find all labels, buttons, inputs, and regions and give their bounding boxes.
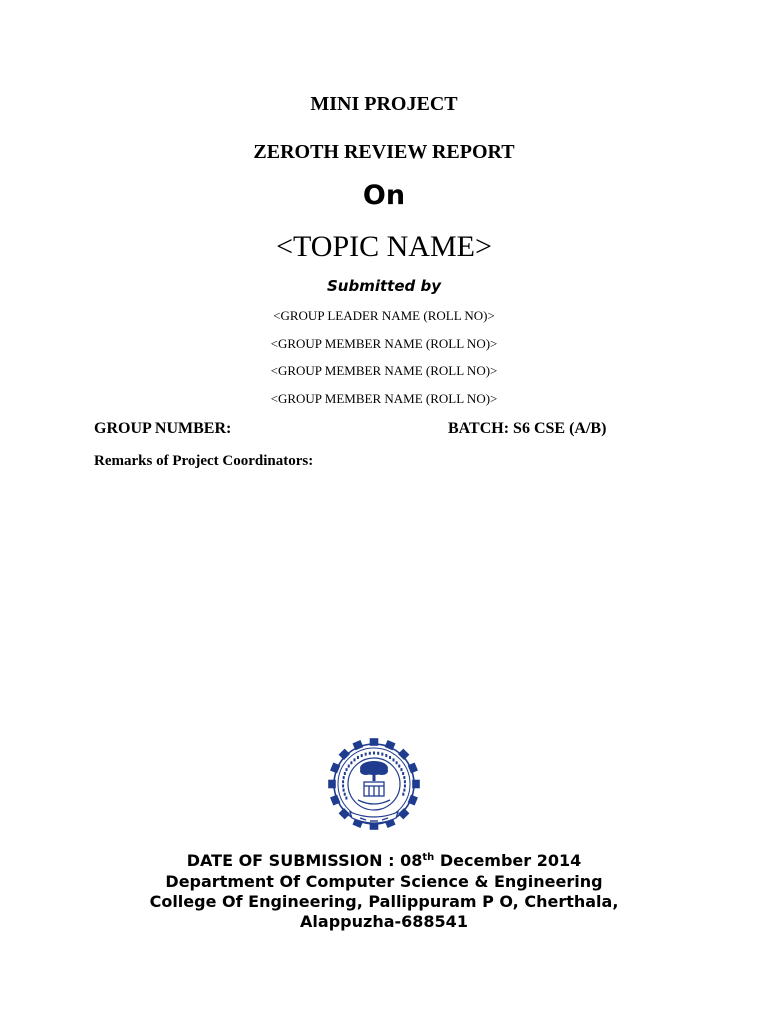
seal-ring-letter [343,776,345,779]
seal-ring-letter [369,752,371,755]
date-superscript: th [422,852,435,863]
group-member-line: <GROUP MEMBER NAME (ROLL NO)> [270,391,498,406]
seal-ring-letter [403,776,405,779]
group-member-line: <GROUP MEMBER NAME (ROLL NO)> [270,336,498,351]
report-title-mini-project: MINI PROJECT [310,93,458,115]
seal-ring-letter [343,789,345,792]
group-leader-line: <GROUP LEADER NAME (ROLL NO)> [273,308,495,323]
seal-ring-letter [393,758,395,761]
batch-label: BATCH: S6 CSE (A/B) [448,420,607,437]
seal-ring-letter [357,756,359,759]
college-name: College Of Engineering, Pallippuram P O, Cherthala, [149,892,619,911]
seal-ring-letter [396,761,398,764]
date-suffix: December 2014 [434,851,582,870]
seal-ring-letter [344,772,346,775]
report-title-zeroth-review: ZEROTH REVIEW REPORT [253,141,515,163]
department-name: Department Of Computer Science & Engineering [165,872,603,891]
seal-ring-letter [398,765,400,768]
seal-ring-letter [346,768,348,771]
college-address: Alappuzha-688541 [300,912,468,931]
seal-ring-letter [402,793,404,796]
seal-ring-letter [377,752,379,755]
seal-ring-letter [344,793,346,796]
group-number-label: GROUP NUMBER: [94,420,232,437]
seal-ring-letter [342,780,344,783]
seal-ring-letter [404,784,406,787]
seal-ring-letter [361,754,363,757]
seal-ring-letter [403,789,405,792]
seal-ring-letter [350,761,352,764]
seal-ring-letter [404,780,406,783]
date-of-submission [0,851,768,871]
on-heading: On [362,180,406,211]
topic-name-placeholder: <TOPIC NAME> [276,230,492,263]
seal-ring-letter [400,768,402,771]
seal-ring-letter [345,797,347,800]
seal-ring-letter [402,772,404,775]
date-prefix: DATE OF SUBMISSION : 08 [186,851,423,870]
seal-ring-letter [365,753,367,756]
seal-ring-letter [353,758,355,761]
submitted-by-label: Submitted by [327,277,441,295]
remarks-label: Remarks of Project Coordinators: [94,453,314,469]
seal-ring-letter [342,784,344,787]
seal-ring-letter [389,756,391,759]
seal-ring-letter [385,754,387,757]
seal-ring-letter [373,752,375,755]
seal-ring-letter [381,753,383,756]
seal-ring-letter [348,765,350,768]
college-seal-logo [328,738,420,834]
group-member-line: <GROUP MEMBER NAME (ROLL NO)> [270,363,498,378]
